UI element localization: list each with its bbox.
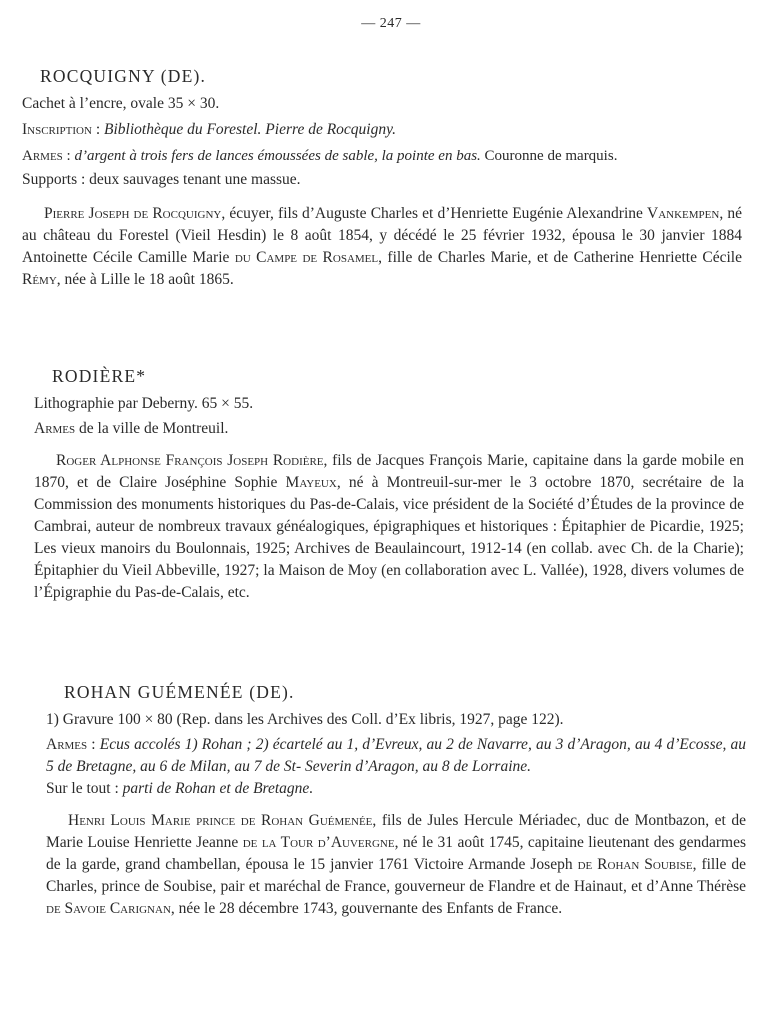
biography-paragraph	[34, 450, 744, 604]
person-name: Henri Louis Marie prince de Rohan Guémenée	[68, 812, 373, 829]
person-name: de Rohan Soubise	[577, 856, 693, 873]
person-name: Mayeux	[285, 474, 337, 491]
armes-line	[34, 418, 754, 440]
bio-text: , fils de Jules Hercule Mériadec, duc de Montbazon, et de Marie Louise Henriette Jeanne	[46, 812, 746, 851]
person-name: du Campe de Rosamel	[234, 249, 379, 266]
supports-line: Supports : deux sauvages tenant une massue.	[22, 171, 301, 188]
inscription-label: Inscription	[22, 121, 92, 138]
bio-text: , né au château du Forestel (Vieil Hesdin) le 8 août 1854, y décédé le 25 février 1932, épousa le 30 janvier 1884 Antoinette Cécile Camille Marie	[22, 205, 742, 266]
person-name: Vankempen	[647, 205, 720, 222]
bio-text: , né à Montreuil-sur-mer le 3 octobre 1870, secrétaire de la Commission des monuments historiques du Pas-de-Calais, vice président de la Société d’Études de la province de Cambrai, auteur de nombreux travaux généalogiques, épigraphiques et historiques : Épitaphier de Picardie, 1925; Les vieux manoirs du Boulonnais, 1925; Archives de Beaulaincourt, 1912-14 (en collab. avec Ch. de la Charie); Épitaphier du Vieil Abbeville, 1927; la Maison de Moy (en collaboration avec L. Vallée), 1928, divers volumes de l’Épigraphie du Pas-de-Calais, etc.	[34, 474, 745, 601]
entry-rodiere	[34, 366, 754, 604]
biography-paragraph	[46, 810, 746, 920]
armes-text: d’argent à trois fers de lances émoussées de sable, la pointe en bas.	[74, 148, 481, 164]
surtout-text: parti de Rohan et de Bretagne.	[122, 780, 314, 797]
bio-text: , écuyer, fils d’Auguste Charles et d’Henriette Eugénie Alexandrine	[221, 205, 648, 222]
cachet-line: Cachet à l’encre, ovale 35 × 30.	[22, 95, 220, 112]
armes-rest: Couronne de marquis.	[484, 148, 618, 164]
person-name: Rémy	[22, 271, 57, 288]
entry-title: ROHAN GUÉMENÉE (DE).	[64, 682, 295, 702]
armes-label: Armes	[22, 148, 63, 164]
surtout-prefix: Sur le tout :	[46, 780, 119, 797]
bio-text: , née à Lille le 18 août 1865.	[56, 271, 234, 288]
bio-text: , né le 31 août 1745, capitaine lieutenant des gendarmes de la garde, grand chambellan, épousa le 15 janvier 1761 Victoire Armande Joseph	[46, 834, 747, 873]
armes-label: Armes	[46, 736, 88, 753]
armes-rest: de la ville de Montreuil.	[79, 420, 229, 437]
bio-text: , née le 28 décembre 1743, gouvernante des Enfants de France.	[170, 900, 563, 917]
person-name: Roger Alphonse François Joseph Rodière	[56, 452, 324, 469]
entry-title: ROCQUIGNY (DE).	[40, 66, 207, 86]
armes-label: Armes	[34, 420, 76, 437]
entry-rohan-guemenee	[46, 682, 766, 920]
person-name: de la Tour d’Auvergne	[242, 834, 395, 851]
bio-text: , fille de Charles Marie, et de Catherine Henriette Cécile	[378, 249, 742, 266]
surtout-line	[46, 778, 766, 800]
page-number: — 247 —	[361, 16, 421, 31]
biography-paragraph	[22, 203, 742, 291]
litho-line: Lithographie par Deberny. 65 × 55.	[34, 395, 254, 412]
entry-rocquigny	[22, 66, 742, 291]
bio-text: , fille de Charles, prince de Soubise, pair et maréchal de France, gouverneur de Flandre et de Hainaut, et d’Anne Thérèse	[46, 856, 746, 895]
person-name: de Savoie Carignan	[46, 900, 171, 917]
inscription-line: Inscription : Bibliothèque du Forestel. Pierre de Rocquigny.	[22, 121, 397, 138]
person-name: Pierre Joseph de Rocquigny	[44, 205, 222, 222]
armes-line: Armes : d’argent à trois fers de lances émoussées de sable, la pointe en bas. Couronne de marquis.	[22, 148, 618, 164]
armes-line: Armes : Ecus accolés 1) Rohan ; 2) écartelé au 1, d’Evreux, au 2 de Navarre, au 3 d’Aragon, au 4 d’Ecosse, au 5 de Bretagne, au 6 de Milan, au 7 de St- Severin d’Aragon, au 8 de Lorraine.	[46, 736, 747, 775]
entry-title: RODIÈRE*	[52, 366, 147, 386]
gravure-line: 1) Gravure 100 × 80 (Rep. dans les Archives des Coll. d’Ex libris, 1927, page 122).	[46, 711, 564, 728]
bio-text: , fils de Jacques François Marie, capitaine dans la garde mobile en 1870, et de Claire Joséphine Sophie	[34, 452, 744, 491]
armes-text: Ecus accolés 1) Rohan ; 2) écartelé au 1, d’Evreux, au 2 de Navarre, au 3 d’Aragon, au 4 d’Ecosse, au 5 de Bretagne, au 6 de Milan, au 7 de St- Severin d’Aragon, au 8 de Lorraine.	[46, 736, 747, 775]
inscription-text: Bibliothèque du Forestel. Pierre de Rocquigny.	[104, 121, 397, 138]
